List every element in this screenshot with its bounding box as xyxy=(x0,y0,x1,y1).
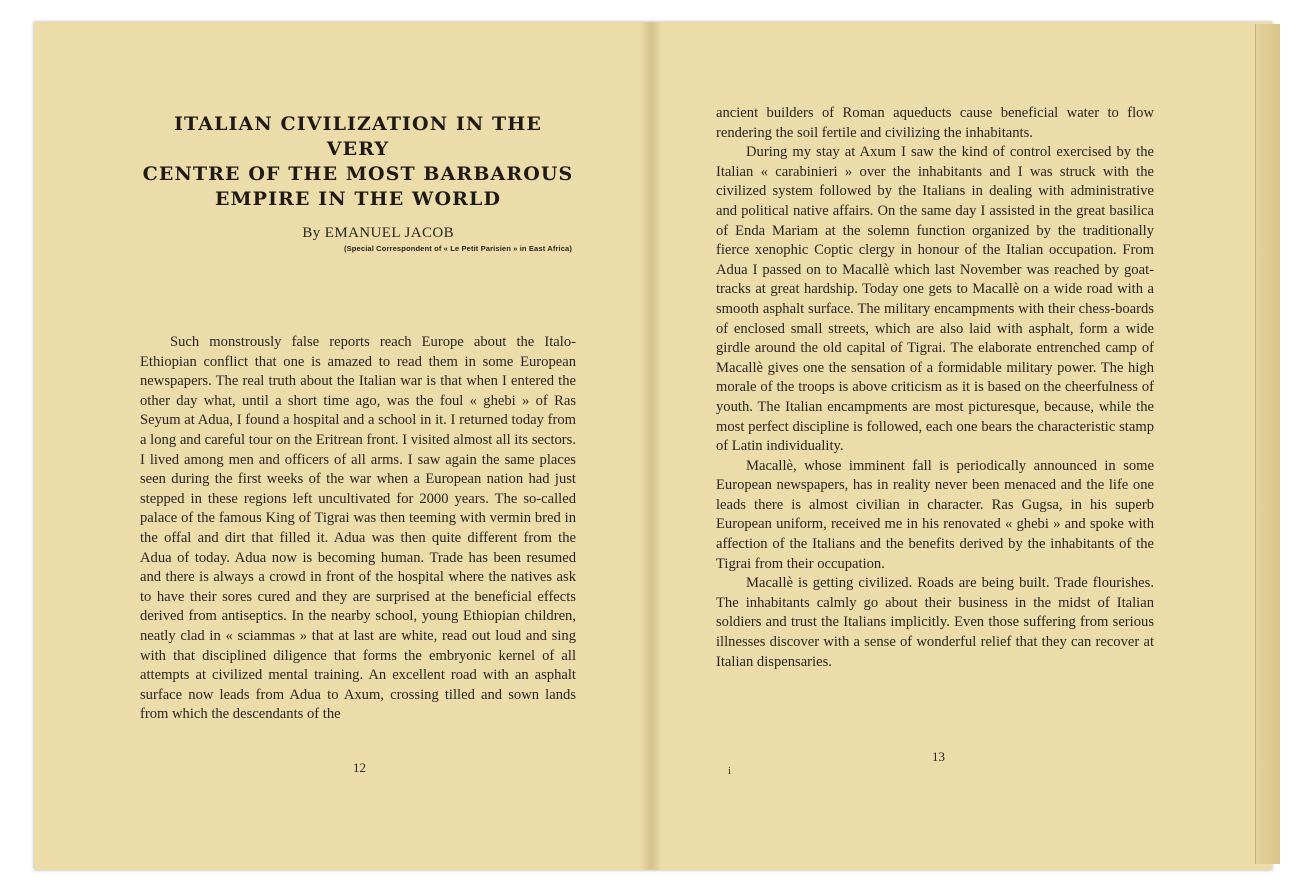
headline-line: EMPIRE IN THE WORLD xyxy=(214,188,502,210)
margin-mark: i xyxy=(728,766,731,777)
body-paragraph: Such monstrously false reports reach Europe about the Italo-Ethiopian conflict that one is amazed to read them in some European newspapers. The real truth about the Italian war is that when I entered the other day what, until a short time ago, was the foul « ghebi » of Ras Seyum at Adua, I found a hospital and a school in it. I returned today from a long and careful tour on the Eritrean front. I visited almost all its sectors. I lived among men and officers of all arms. I saw again the same places seen during the first weeks of the war when a European nation had just stepped in these regions left uncultivated for 2000 years. The so-called palace of the famous King of Tigrai was then teeming with vermin bred in the offal and dirt that filled it. Adua was then quite different from the Adua of today. Adua now is becoming human. Trade has been resumed and there is always a crowd in front of the hospital where the natives ask to have their sores cured and they are surprised at the beneficial effects derived from antiseptics. In the nearby school, young Ethiopian children, neatly clad in « sciammas » that at last are white, read out loud and sing with that disciplined diligence that forms the embryonic kernel of all attempts at civilized mental training. An excellent road with an asphalt surface now leads from Adua to Axum, crossing tilled and sown lands from which the descendants of the xyxy=(140,334,576,723)
continued-paragraph: ancient builders of Roman aqueducts cause beneficial water to flow rendering the soil fertile and civilizing the inhabitants. xyxy=(716,105,1154,141)
headline-line: CENTRE OF THE MOST BARBAROUS xyxy=(142,163,574,185)
page-edge xyxy=(1255,24,1280,864)
body-paragraph: Macallè, whose imminent fall is periodically announced in some European newspapers, has in reality never been menaced and the life one leads there is almost civilian in character. Ras Gugsa, in his superb European uniform, received me in his renovated « ghebi » and spoke with affection of the Italians and the benefits derived by the inhabitants of the Tigrai from their occupation. xyxy=(716,457,1154,572)
body-paragraph: During my stay at Axum I saw the kind of control exercised by the Italian « carabinieri » over the inhabitants and I was struck with the civilized system followed by the Italians in dealing with administrative and political native affairs. On the same day I assisted in the great basilica of Enda Mariam at the solemn function organized by the traditionally fierce xenophic Coptic clergy in honour of the Italian occupation. From Adua I passed on to Macallè which last November was reached by goat-tracks at great hardship. Today one gets to Macallè on a wide road with a smooth asphalt surface. The military encampments with their chess-boards of enclosed small streets, which are also laid with asphalt, form a wide girdle around the old capital of Tigrai. The elaborate entrenched camp of Macallè gives one the sensation of a formidable military power. The high morale of the troops is above criticism as it is based on the cheerfulness of youth. The Italian encampments are most picturesque, because, while the most perfect discipline is followed, each one bears the characteristic stamp of Latin individuality. xyxy=(716,144,1154,455)
right-page xyxy=(716,104,1154,672)
article-headline xyxy=(140,112,576,212)
byline: By EMANUEL JACOB xyxy=(302,225,454,241)
page-number: 13 xyxy=(932,749,945,764)
correspondent-credit: (Special Correspondent of « Le Petit Parisien » in East Africa) xyxy=(344,244,572,253)
body-paragraph: Macallè is getting civilized. Roads are being built. Trade flourishes. The inhabitants calmly go about their business in the midst of Italian soldiers and trust the Italians implicitly. Even those suffering from serious illnesses discover with a sense of wonderful relief that they can recover at Italian dispensaries. xyxy=(716,575,1154,670)
page-number: 12 xyxy=(353,760,366,775)
book-gutter xyxy=(640,22,662,870)
headline-line: ITALIAN CIVILIZATION IN THE VERY xyxy=(174,113,542,160)
left-page xyxy=(140,112,576,725)
